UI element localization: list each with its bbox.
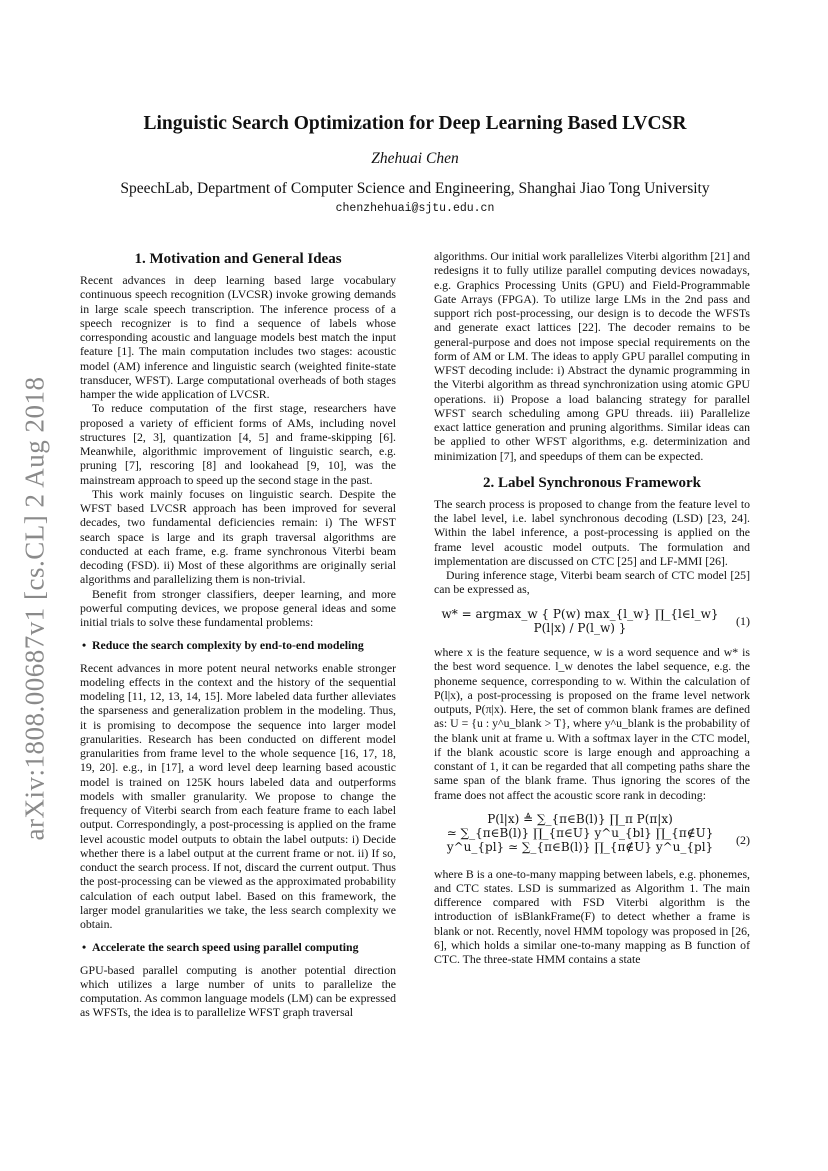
s2-paragraph-3: where x is the feature sequence, w is a word sequence and w* is the best word sequence. l_w denotes the label sequence, e.g. the phoneme sequence, corresponding to w. Within the calculation of P(l|x), a post-processing is proposed on the frame level network outputs, P(π|x). Here, the set of common blank frames are defined as: U = {u : y^u_blank > T}, where y^u_blank is the probability of the blank unit at frame u. With a softmax layer in the CTC model, if the blank acoustic score is large enough and approaching a constant of 1, it can be regarded that all competing paths share the same span of the blank frame. Thus ignoring the scores of the frame does not affect the acoustic score rank in decoding: xyxy=(434,645,750,802)
section-1-heading: 1. Motivation and General Ideas xyxy=(134,251,342,267)
s2-paragraph-2: During inference stage, Viterbi beam search of CTC model [25] can be expressed as, xyxy=(434,568,750,597)
author-affiliation: SpeechLab, Department of Computer Science and Engineering, Shanghai Jiao Tong University xyxy=(120,180,710,197)
equation-2 xyxy=(434,812,750,855)
author-name: Zhehuai Chen xyxy=(371,150,459,167)
paper-header xyxy=(80,112,750,215)
bullet-2-text: GPU-based parallel computing is another potential direction which utilizes a large number of units to parallelize the computation. As common language models (LM) can be expressed as WFSTs, the idea is to parallelize WFST graph traversal xyxy=(80,962,396,1020)
arxiv-stamp xyxy=(8,368,62,848)
bullet-2-heading xyxy=(80,940,396,954)
bullet-dot: • xyxy=(82,638,87,653)
s1-paragraph-1: Recent advances in deep learning based large vocabulary continuous speech recognition (LVCSR) invoke growing demands in large scale speech transcription. The inference process of a speech recognizer is to find a sequence of labels whose corresponding acoustic and language models best match the input feature [1]. The main computation includes two stages: acoustic model (AM) inference and linguistic search (weighted finite-state transducer, WFST). Large computational overheads of both stages hamper the wide application of LVCSR. xyxy=(80,273,396,401)
paper-title: Linguistic Search Optimization for Deep Learning Based LVCSR xyxy=(143,113,687,134)
equation-1-body: w* = argmax_w { P(w) max_{l_w} ∏_{l∈l_w} P(l|x) / P(l_w) } xyxy=(441,606,719,635)
s1-paragraph-2: To reduce computation of the first stage, researchers have proposed a variety of efficient forms of AMs, including novel structures [2, 3], quantization [4, 5] and frame-skipping [6]. Meanwhile, algorithmic improvement of linguistic search, e.g. pruning [7], rescoring [8] and lookahead [9, 10], was the mainstream approach to speed up the second stage in the past. xyxy=(80,401,396,487)
author-email: chenzhehuai@sjtu.edu.cn xyxy=(335,202,495,215)
right-column xyxy=(434,249,750,966)
bullet-dot: • xyxy=(82,940,87,955)
s2-paragraph-1: The search process is proposed to change from the feature level to the label level, i.e. label synchronous decoding (LSD) [23, 24]. Within the label inference, a post-processing is applied on the frame level acoustic model outputs. The formulation and implementation are discussed on CTC [25] and LF-MMI [26]. xyxy=(434,496,750,568)
s1-paragraph-3: This work mainly focuses on linguistic search. Despite the WFST based LVCSR approach has been improved for several decades, two fundamental deficiencies remain: i) The WFST search space is large and its graph traversal algorithms are conducted at each frame, e.g. frame synchronous Viterbi beam decoding (FSD). ii) Most of these algorithms are originally serial algorithms and parallelizing them is non-trivial. xyxy=(80,486,396,587)
bullet-1-text: Recent advances in more potent neural networks enable stronger modeling effects in the context and the history of the sequential modeling [11, 12, 13, 14, 15]. More labeled data further alleviates the sparseness and generalization problem in the modeling. Thus, it is promising to decompose the sequence into larger model granularities. Research has been conducted on different model granularities from frame level to the whole sequence [16, 17, 18, 19, 20]. e.g., in [17], a word level deep learning based acoustic model is trained on 125K hours labeled data and outperforms models with smaller granularity. We propose to change the frequency of Viterbi search from each feature frame to each label output. Correspondingly, a post-processing is applied on the frame level acoustic model outputs to obtain the label outputs: i) Decide whether there is a label output at the current frame or not. ii) If so, conduct the search process. If not, discard the current output. Thus the post-processing can be viewed as the approximated probability calculation of each output label. Based on this framework, the larger model granularities we take, the less search complexity we obtain. xyxy=(80,660,396,931)
s2-paragraph-4: where B is a one-to-many mapping between labels, e.g. phonemes, and CTC states. LSD is summarized as Algorithm 1. The main difference compared with FSD Viterbi algorithm is the introduction of isBlankFrame(F) to detect whether a frame is blank or not. Recently, novel HMM topology was proposed in [26, 6], which holds a similar one-to-many mapping as B function of CTC. The three-state HMM contains a state xyxy=(434,866,750,966)
left-column xyxy=(80,250,396,1020)
equation-1 xyxy=(434,607,750,636)
arxiv-identifier: arXiv:1808.00687v1 [cs.CL] 2 Aug 2018 xyxy=(19,376,50,840)
bullet-1-heading xyxy=(80,638,396,652)
equation-2-number: (2) xyxy=(736,833,750,848)
bullet-1-title: Reduce the search complexity by end-to-end modeling xyxy=(92,638,364,653)
s1-continued-paragraph: algorithms. Our initial work parallelizes Viterbi algorithm [21] and redesigns it to fully utilize parallel computing devices nowadays, e.g. Graphics Processing Units (GPU) and Field-Programmable Gate Arrays (FPGA). To utilize large LMs in the 2nd pass and support rich post-processing, our design is to decode the WFSTs and generate exact lattices [22]. The decoder remains to be general-purpose and does not impose special requirements on the form of AM or LM. The ideas to apply GPU parallel computing in WFST decoding include: i) Abstract the dynamic programming in the Viterbi algorithm as thread synchronization using atomic GPU operations. ii) Propose a load balancing strategy for parallel WFST search scheduling among GPU threads. iii) Parallelize exact lattice generation and pruning algorithms. Similar ideas can be applied to other WFST algorithms, e.g. determinization and minimization [7], and speedups of them can be expected. xyxy=(434,249,750,463)
equation-2-line-1: P(l|x) ≜ ∑_{π∈B(l)} ∏_π P(π|x) xyxy=(487,811,673,826)
equation-1-number: (1) xyxy=(736,613,750,628)
equation-2-line-2: ≃ ∑_{π∈B(l)} ∏_{π∈U} y^u_{bl} ∏_{π∉U} y^u_{pl} ≃ ∑_{π∈B(l)} ∏_{π∉U} y^u_{pl} xyxy=(446,826,714,855)
section-2-heading: 2. Label Synchronous Framework xyxy=(482,474,702,491)
s1-paragraph-4: Benefit from stronger classifiers, deeper learning, and more powerful computing devices, we propose general ideas and some initial trials to solve these fundamental problems: xyxy=(80,586,396,629)
bullet-2-title: Accelerate the search speed using parallel computing xyxy=(92,940,359,955)
